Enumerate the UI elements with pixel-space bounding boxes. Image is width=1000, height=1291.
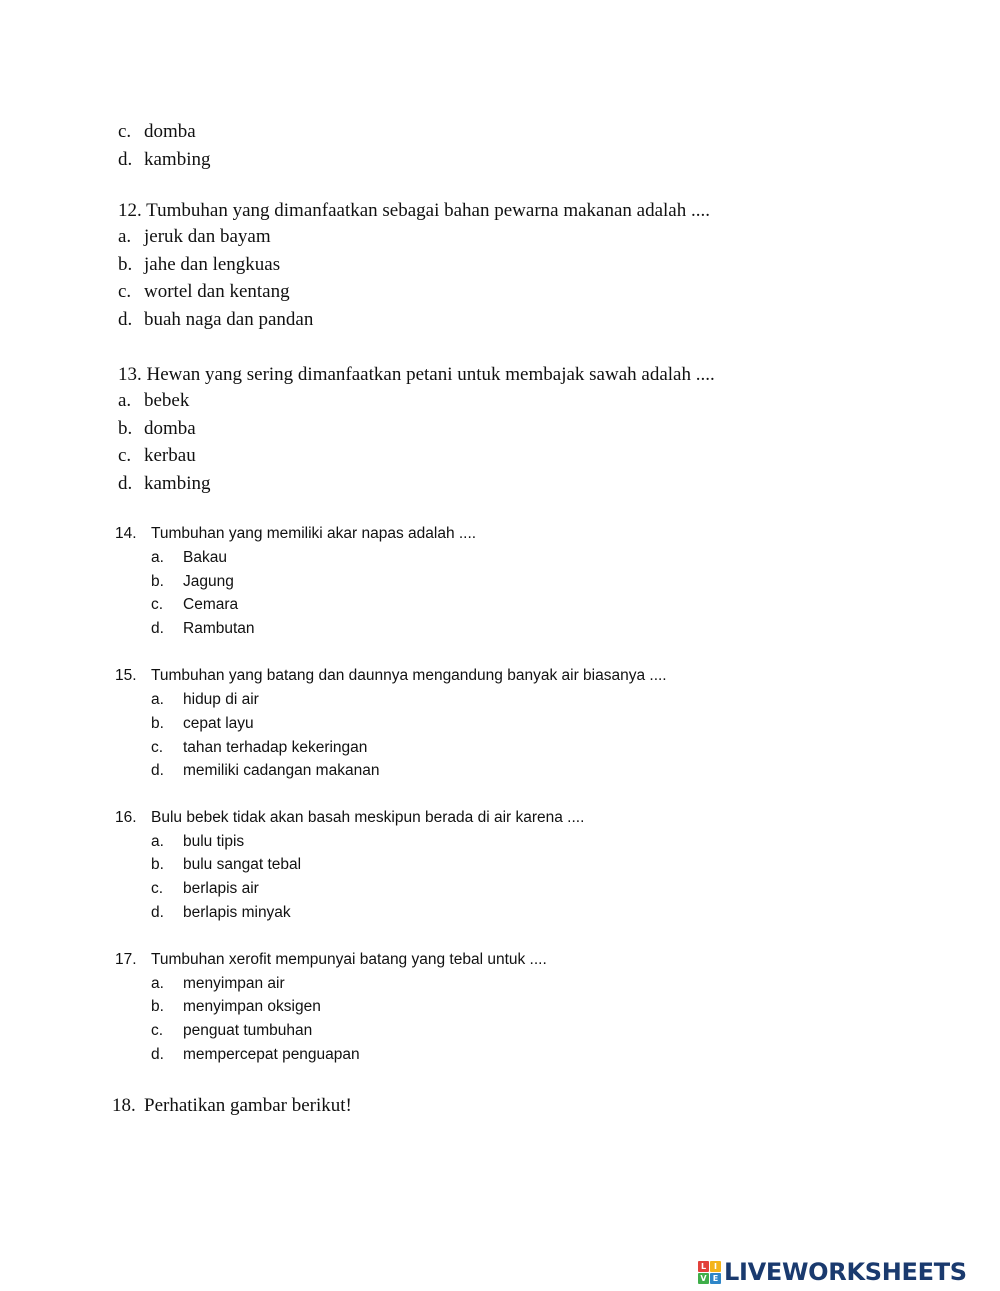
q12-option-d: d. buah naga dan pandan: [118, 309, 314, 330]
q14-option-a: a. Bakau: [151, 549, 227, 566]
q12-option-b: b. jahe dan lengkuas: [118, 254, 281, 275]
q16-question: 16. Bulu bebek tidak akan basah meskipun berada di air karena ....: [115, 809, 585, 826]
q13-option-d: d. kambing: [118, 473, 211, 494]
q16-option-a: a. bulu tipis: [151, 833, 245, 850]
q15-option-c: c. tahan terhadap kekeringan: [151, 739, 368, 756]
liveworksheets-logo[interactable]: [698, 1258, 967, 1286]
q12-option-a: a. jeruk dan bayam: [118, 226, 271, 247]
logo-letter-v: V: [698, 1273, 709, 1284]
q14-option-b: b. Jagung: [151, 573, 234, 590]
logo-letter-l: L: [698, 1261, 709, 1272]
logo-letter-i: I: [710, 1261, 721, 1272]
q11-option-c: c. domba: [118, 121, 196, 142]
q15-question: 15. Tumbuhan yang batang dan daunnya mengandung banyak air biasanya ....: [115, 667, 667, 684]
q15-option-b: b. cepat layu: [151, 715, 254, 732]
q16-option-c: c. berlapis air: [151, 880, 259, 897]
logo-text: LIVEWORKSHEETS: [724, 1258, 967, 1286]
logo-mark-icon: [698, 1261, 721, 1284]
q14-question: 14. Tumbuhan yang memiliki akar napas adalah ....: [115, 525, 477, 542]
q14-option-c: c. Cemara: [151, 596, 239, 613]
q16-option-d: d. berlapis minyak: [151, 904, 291, 921]
q14-option-d: d. Rambutan: [151, 620, 255, 637]
q13-option-c: c. kerbau: [118, 445, 196, 466]
q16-option-b: b. bulu sangat tebal: [151, 856, 302, 873]
q15-option-a: a. hidup di air: [151, 691, 259, 708]
q12-option-c: c. wortel dan kentang: [118, 281, 290, 302]
q18-question: 18. Perhatikan gambar berikut!: [112, 1095, 352, 1116]
q15-option-d: d. memiliki cadangan makanan: [151, 762, 380, 779]
q17-option-a: a. menyimpan air: [151, 975, 285, 992]
q17-question: 17. Tumbuhan xerofit mempunyai batang yang tebal untuk ....: [115, 951, 547, 968]
q13-question: 13. Hewan yang sering dimanfaatkan petani untuk membajak sawah adalah ....: [118, 364, 715, 385]
logo-letter-e: E: [710, 1273, 721, 1284]
q13-option-b: b. domba: [118, 418, 196, 439]
q12-question: 12. Tumbuhan yang dimanfaatkan sebagai bahan pewarna makanan adalah ....: [118, 200, 710, 221]
q17-option-b: b. menyimpan oksigen: [151, 998, 321, 1015]
q13-option-a: a. bebek: [118, 390, 190, 411]
q11-option-d: d. kambing: [118, 149, 211, 170]
q17-option-d: d. mempercepat penguapan: [151, 1046, 360, 1063]
q17-option-c: c. penguat tumbuhan: [151, 1022, 313, 1039]
